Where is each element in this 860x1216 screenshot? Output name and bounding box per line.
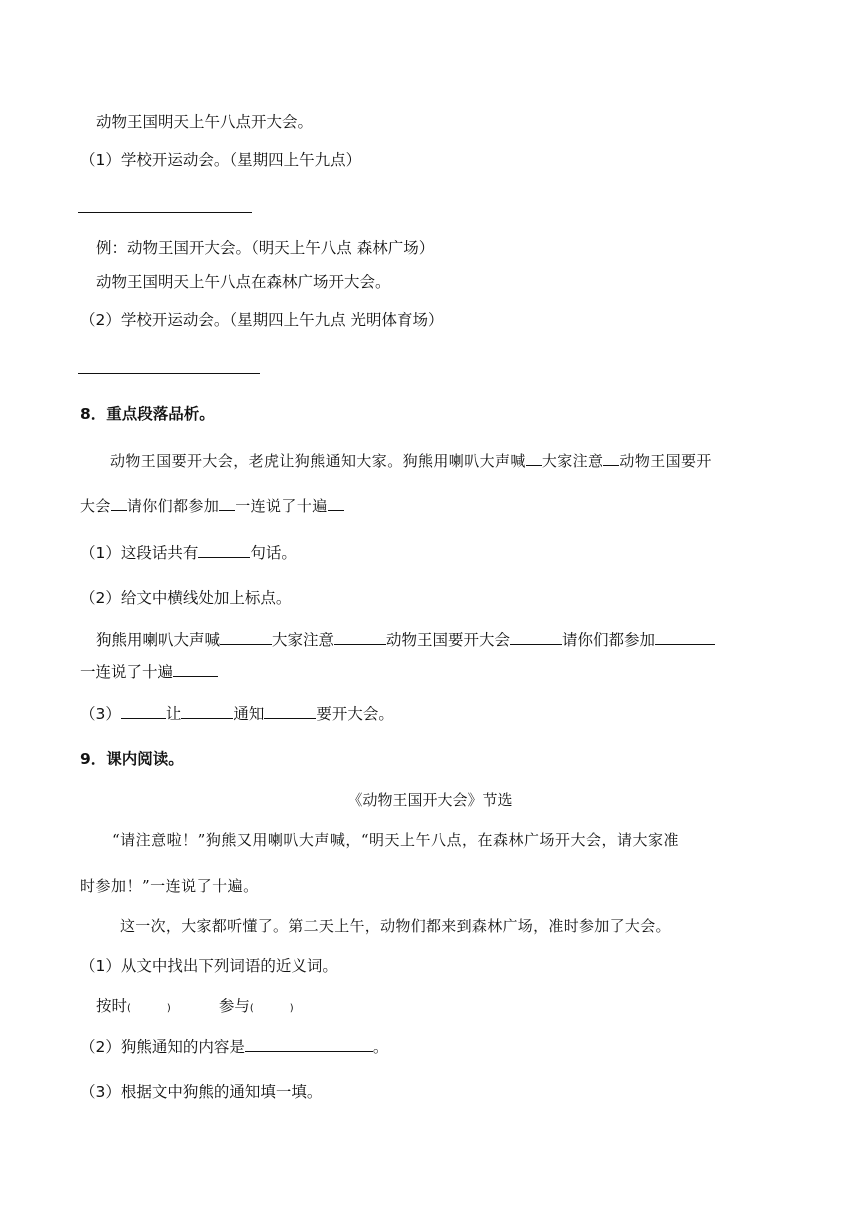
blank[interactable] <box>219 496 235 511</box>
q8-punctuation-line-1 <box>96 630 715 650</box>
text: （2）狗熊通知的内容是 <box>80 1038 245 1056</box>
text: （1）这段话共有 <box>80 544 199 562</box>
synonym-row <box>96 996 294 1019</box>
question-number: 8． <box>80 405 107 423</box>
excerpt-paragraph-2 <box>120 916 671 936</box>
text: 这一次，大家都听懂了。第二天上午，动物们都来到森林广场，准时参加了大会。 <box>120 917 671 935</box>
text: 大会 <box>80 497 111 515</box>
blank[interactable] <box>173 662 218 677</box>
blank[interactable] <box>121 704 166 719</box>
blank[interactable] <box>526 451 542 466</box>
word: 参与 <box>218 997 250 1015</box>
text: （3） <box>80 705 121 723</box>
text: 大家注意 <box>272 631 335 649</box>
answer-line-7-1[interactable] <box>78 212 252 213</box>
question-7-2 <box>80 310 444 330</box>
example-line <box>96 238 434 258</box>
text: 通知 <box>233 705 265 723</box>
q8-punctuation-line-2 <box>80 662 218 682</box>
excerpt-title <box>0 790 860 810</box>
blank[interactable] <box>655 630 715 645</box>
paren-left: ( <box>249 1003 254 1014</box>
text: 时参加！”一连说了十遍。 <box>80 877 259 895</box>
blank[interactable] <box>328 496 344 511</box>
text: 动物王国明天上午八点在森林广场开大会。 <box>96 273 391 291</box>
question-8-title <box>80 404 215 424</box>
question-9-3 <box>80 1082 322 1102</box>
blank[interactable] <box>181 704 233 719</box>
text: “请注意啦！”狗熊又用喇叭大声喊，“明天上午八点，在森林广场开大会，请大家准 <box>112 831 680 849</box>
text: 动物王国要开大会，老虎让狗熊通知大家。狗熊用喇叭大声喊 <box>110 452 526 470</box>
text: 句话。 <box>250 544 297 562</box>
question-7-1 <box>80 150 361 170</box>
question-title: 课内阅读。 <box>106 750 184 768</box>
q8-paragraph-line-1 <box>110 451 712 471</box>
question-9-1 <box>80 956 338 976</box>
paren-right: ) <box>166 1003 171 1014</box>
excerpt-paragraph-1-cont <box>80 876 259 896</box>
blank[interactable] <box>245 1037 373 1052</box>
blank[interactable] <box>334 630 386 645</box>
example-answer <box>96 272 391 292</box>
text: 动物王国明天上午八点开大会。 <box>96 113 314 131</box>
question-8-3 <box>80 704 394 724</box>
blank[interactable] <box>510 630 562 645</box>
text: （3）根据文中狗熊的通知填一填。 <box>80 1083 323 1101</box>
example-answer-line <box>96 112 313 132</box>
paren-left: ( <box>127 1003 131 1014</box>
text: 《动物王国开大会》节选 <box>347 791 513 809</box>
text: （1）从文中找出下列词语的近义词。 <box>80 957 338 975</box>
text: 一连说了十遍 <box>80 663 174 681</box>
text: （1）学校开运动会。（星期四上午九点） <box>80 151 362 169</box>
text: 请你们都参加 <box>562 631 656 649</box>
blank[interactable] <box>264 704 316 719</box>
example-label: 例： <box>96 239 128 257</box>
blank[interactable] <box>111 496 127 511</box>
text: 大家注意 <box>541 452 604 470</box>
word: 按时 <box>96 997 128 1015</box>
question-9-2 <box>80 1037 388 1057</box>
question-8-2 <box>80 588 291 608</box>
text: 动物王国要开 <box>619 452 712 470</box>
blank[interactable] <box>220 630 272 645</box>
question-9-title <box>80 749 184 769</box>
question-title: 重点段落品析。 <box>106 405 215 423</box>
question-number: 9． <box>80 750 107 768</box>
text: 让 <box>165 705 182 723</box>
example-text: 动物王国开大会。（明天上午八点 森林广场） <box>127 239 435 257</box>
answer-line-7-2[interactable] <box>78 373 260 374</box>
text: （2）学校开运动会。（星期四上午九点 光明体育场） <box>80 311 444 329</box>
text: 一连说了十遍 <box>235 497 328 515</box>
question-8-1 <box>80 543 297 563</box>
q8-paragraph-line-2 <box>80 496 344 516</box>
text: （2）给文中横线处加上标点。 <box>80 589 292 607</box>
text: 。 <box>372 1038 389 1056</box>
excerpt-paragraph-1 <box>112 830 679 850</box>
text: 狗熊用喇叭大声喊 <box>96 631 221 649</box>
blank[interactable] <box>198 543 250 558</box>
text: 动物王国要开大会 <box>386 631 511 649</box>
text: 请你们都参加 <box>126 497 220 515</box>
paren-right: ) <box>289 1003 294 1014</box>
text: 要开大会。 <box>316 705 394 723</box>
blank[interactable] <box>603 451 619 466</box>
